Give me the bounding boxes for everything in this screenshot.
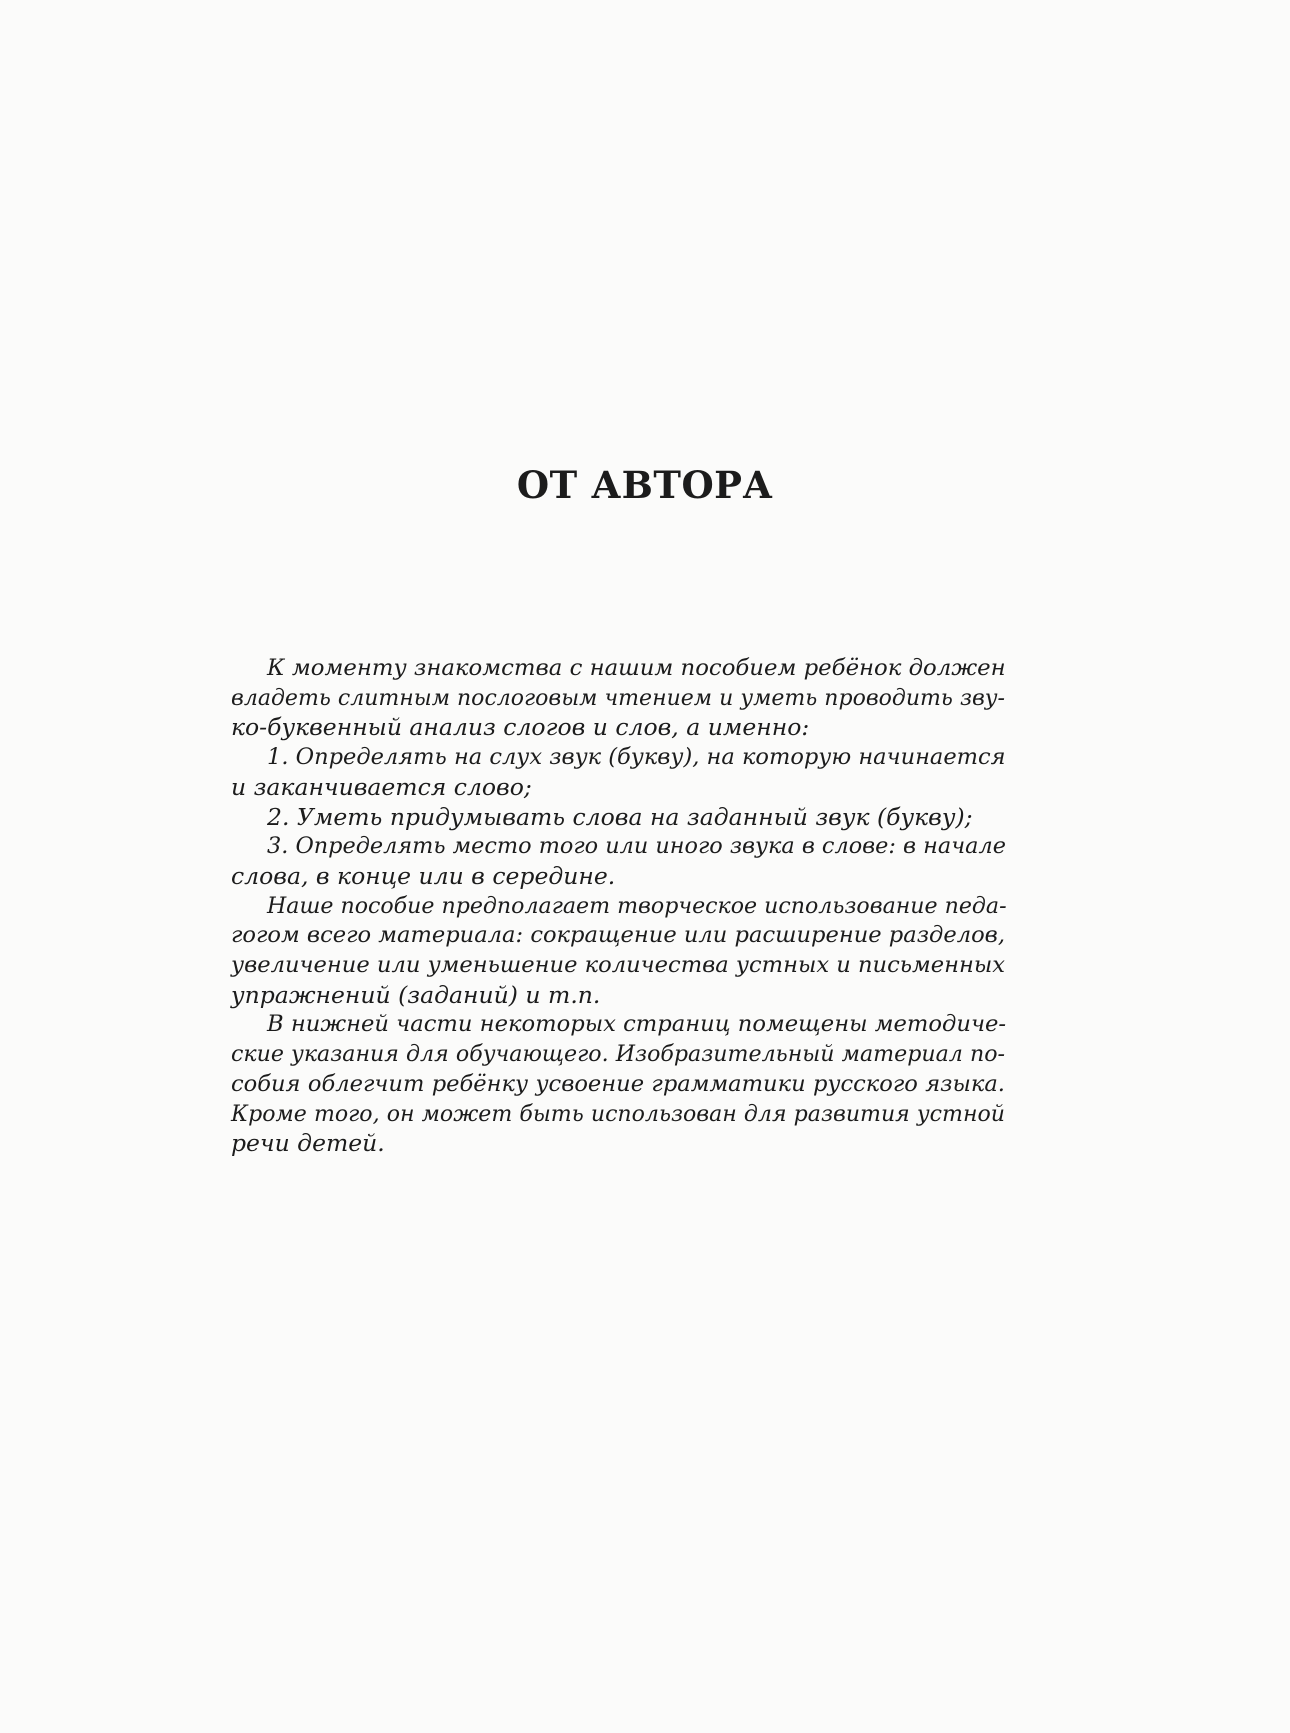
text-line: увеличение или уменьшение количества устных и письменных: [231, 952, 1005, 979]
text-line: Наше пособие предполагает творческое использование педа-: [267, 892, 1007, 919]
text-line: слова, в конце или в середине.: [231, 861, 616, 890]
body-text: [231, 654, 1005, 1159]
text-line: гогом всего материала: сокращение или расширение разделов,: [231, 922, 1005, 949]
text-line: владеть слитным послоговым чтением и уметь проводить зву-: [231, 685, 1005, 711]
text-line: и заканчивается слово;: [231, 772, 532, 801]
page-title: ОТ АВТОРА: [516, 463, 774, 507]
text-line: упражнений (заданий) и т.п.: [231, 980, 601, 1009]
text-line: собия облегчит ребёнку усвоение грамматики русского языка.: [231, 1070, 1005, 1097]
text-line: Кроме того, он может быть использован для развития устной: [231, 1101, 1005, 1127]
text-line: ко-буквенный анализ слогов и слов, а именно:: [231, 713, 810, 742]
text-line: 1. Определять на слух звук (букву), на которую начинается: [267, 744, 1006, 771]
text-line: 3. Определять место того или иного звука в слове: в начале: [267, 833, 1006, 860]
text-line: В нижней части некоторых страниц помещены методиче-: [267, 1011, 1007, 1038]
text-line: К моменту знакомства с нашим пособием ребёнок должен: [267, 655, 1006, 681]
text-line: 2. Уметь придумывать слова на заданный звук (букву);: [267, 802, 973, 831]
text-line: ские указания для обучающего. Изобразительный материал по-: [231, 1041, 1005, 1068]
text-line: речи детей.: [231, 1129, 385, 1158]
